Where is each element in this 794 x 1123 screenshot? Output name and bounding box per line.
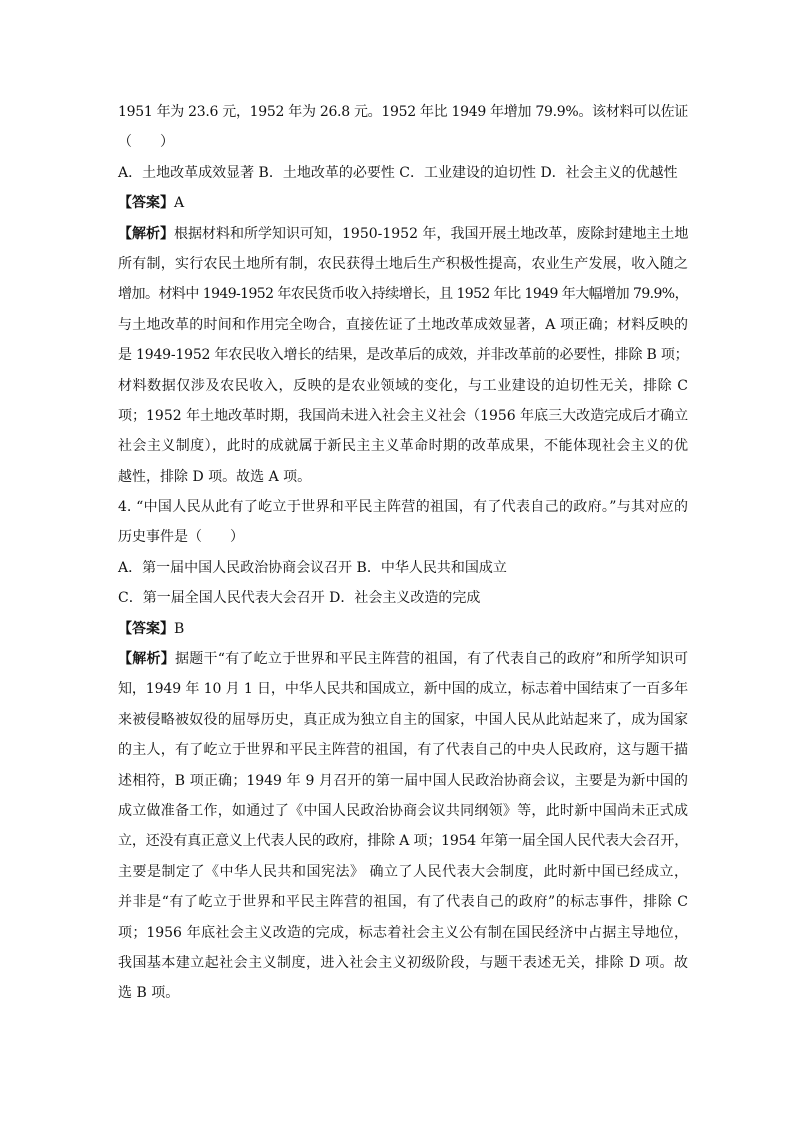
q4-analysis-text-1: 据题干“有了屹立于世界和平民主阵营的祖国，有了代表自己的政府”和所学知识可 xyxy=(174,651,688,668)
q3-analysis-line-3: 增加。材料中 1949-1952 年农民货币收入持续增长，且 1952 年比 1949 年大幅增加 79.9%， xyxy=(118,286,688,303)
q3-analysis-line-7: 项；1952 年土地改革时期，我国尚未进入社会主义社会（1956 年底三大改造完成后才确立 xyxy=(118,407,689,424)
q4-analysis-line-7: 立，还没有真正意义上代表人民的政府，排除 A 项；1954 年第一届全国人民代表大会召开， xyxy=(118,833,688,850)
q3-answer-tag: 【答案】 xyxy=(118,195,174,212)
q3-analysis-line-5: 是 1949-1952 年农民收入增长的结果，是改革后的成效，并非改革前的必要性，排除 B 项； xyxy=(118,347,689,364)
q4-analysis-tag: 【解析】 xyxy=(118,651,175,668)
q4-analysis-line-8: 主要是制定了《中华人民共和国宪法》 确立了人民代表大会制度，此时新中国已经成立， xyxy=(118,863,688,880)
q4-stem-line-1: 4. “中国人民从此有了屹立于世界和平民主阵营的祖国，有了代表自己的政府。”与其对应的 xyxy=(118,499,688,516)
q4-analysis-line-4: 的主人，有了屹立于世界和平民主阵营的祖国，有了代表自己的中央人民政府，这与题干描 xyxy=(118,742,688,759)
document-page xyxy=(118,97,688,1009)
q4-analysis-line-10: 项；1956 年底社会主义改造的完成，标志着社会主义公有制在国民经济中占据主导地位， xyxy=(118,924,688,941)
q4-analysis-line-2: 知，1949 年 10 月 1 日，中华人民共和国成立，新中国的成立，标志着中国结束了一百多年 xyxy=(118,681,688,698)
q3-stem-line-2: （ ） xyxy=(118,134,174,151)
q4-answer-value: B xyxy=(174,620,185,637)
q4-stem-line-2: 历史事件是（ ） xyxy=(118,529,244,546)
q3-analysis-line-6: 材料数据仅涉及农民收入，反映的是农业领域的变化，与工业建设的迫切性无关，排除 C xyxy=(118,377,688,394)
q4-analysis-line-5: 述相符，B 项正确；1949 年 9 月召开的第一届中国人民政治协商会议，主要是为新中国的 xyxy=(118,772,688,789)
q3-analysis-line-9: 越性，排除 D 项。故选 A 项。 xyxy=(118,468,312,485)
q3-analysis-line-8: 社会主义制度），此时的成就属于新民主主义革命时期的改革成果，不能体现社会主义的优 xyxy=(118,438,688,455)
q3-analysis-text-1: 根据材料和所学知识可知，1950-1952 年，我国开展土地改革，废除封建地主土地 xyxy=(174,225,689,242)
q4-analysis-line-6: 成立做准备工作，如通过了《中国人民政治协商会议共同纲领》等，此时新中国尚未正式成 xyxy=(118,802,688,819)
q4-analysis-line-3: 来被侵略被奴役的屈辱历史，真正成为独立自主的国家，中国人民从此站起来了，成为国家 xyxy=(118,711,688,728)
q4-analysis-line-11: 我国基本建立起社会主义制度，进入社会主义初级阶段，与题干表述无关，排除 D 项。故 xyxy=(118,954,688,971)
q3-analysis-line-2: 所有制，实行农民土地所有制，农民获得土地后生产积极性提高，农业生产发展，收入随之 xyxy=(118,255,688,272)
q4-options-line-1: A．第一届中国人民政治协商会议召开 B．中华人民共和国成立 xyxy=(118,559,507,576)
q3-answer xyxy=(118,188,688,218)
q4-analysis-line-9: 并非是“有了屹立于世界和平民主阵营的祖国，有了代表自己的政府”的标志事件，排除 C xyxy=(118,894,688,911)
q4-analysis-line-12: 选 B 项。 xyxy=(118,985,180,1002)
q3-analysis-line-1 xyxy=(118,219,688,249)
q4-analysis-line-1 xyxy=(118,644,688,674)
q3-stem-line-1: 1951 年为 23.6 元，1952 年为 26.8 元。1952 年比 1949 年增加 79.9%。该材料可以佐证 xyxy=(118,104,688,120)
q3-options: A．土地改革成效显著 B．土地改革的必要性 C．工业建设的迫切性 D．社会主义的优越性 xyxy=(118,164,678,181)
q4-options-line-2: C．第一届全国人民代表大会召开 D．社会主义改造的完成 xyxy=(118,590,481,607)
q4-answer xyxy=(118,614,688,644)
q3-answer-value: A xyxy=(174,195,185,212)
q3-analysis-line-4: 与土地改革的时间和作用完全吻合，直接佐证了土地改革成效显著，A 项正确；材料反映的 xyxy=(118,316,688,333)
q3-analysis-tag: 【解析】 xyxy=(118,225,174,242)
q4-answer-tag: 【答案】 xyxy=(118,620,174,637)
